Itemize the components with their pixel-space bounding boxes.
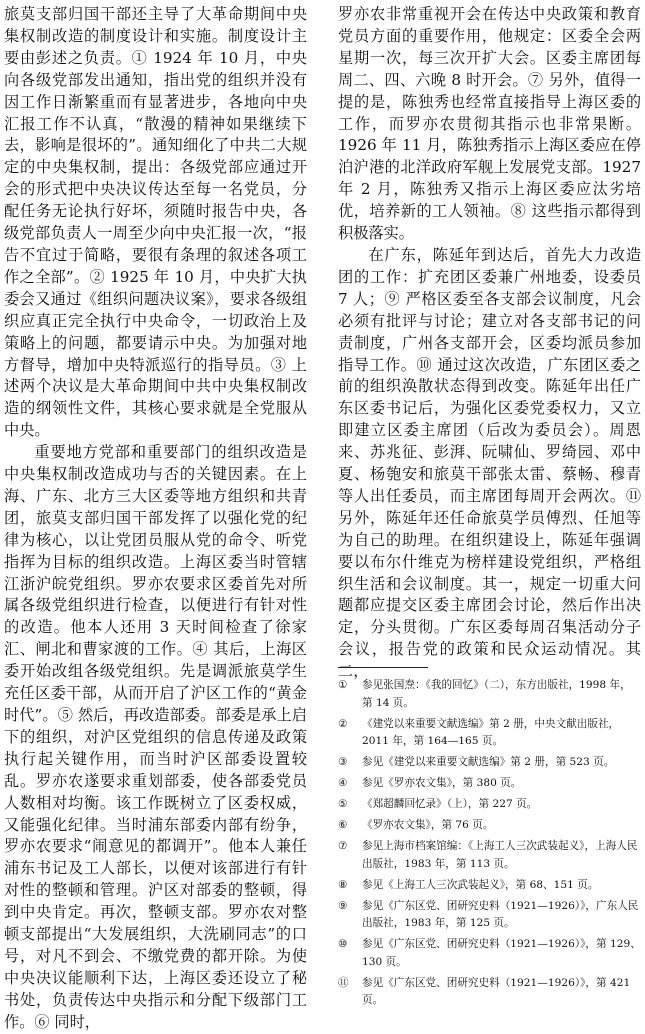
footnote-marker: ② — [338, 717, 348, 730]
footnote-text: 参见《广东区党、团研究史料（1921—1926）》，第 421 页。 — [362, 976, 631, 1006]
footnote-text: 参见《上海工人三次武装起义》，第 68、151 页。 — [362, 878, 599, 891]
footnote-text: 参见《罗亦农文集》，第 380 页。 — [362, 777, 522, 789]
footnote-marker: ⑦ — [338, 840, 348, 852]
footnote-5 — [338, 796, 641, 814]
footnote-text: 参见上海市档案馆编：《上海工人三次武装起义》，上海人民出版社，1983 年，第 113 页。 — [362, 840, 638, 870]
footnote-marker: ④ — [338, 777, 348, 789]
right-column — [338, 4, 641, 683]
footnote-6 — [338, 817, 641, 835]
footnote-marker: ① — [338, 679, 348, 691]
footnote-text: 《郑超麟回忆录》（上），第 227 页。 — [362, 798, 538, 810]
left-paragraph-2: 重要地方党部和重要部门的组织改造是中央集权制改造成功与否的关键因素。在上海、广东、北方三大区委等地方组织和共青团，旅莫支部归国干部发挥了以强化党的纪律为核心，以让党团员服从党的命令、听党指挥为目标的组织改造。上海区委当时管辖江浙沪皖党组织。罗亦农要求区委首先对所属各级党组织进行检查，以便进行有针对性的改造。他本人还用 3 天时间检查了徐家汇、闸北和曹家渡的工作。④ 其后，上海区委开始改组各级党组织。先是调派旅莫学生充任区委干部，从而开启了沪区工作的“黄金时代”。⑤ 然后，再改造部委。部委是承上启下的组织，对沪区党组织的信息传递及政策执行起关键作用，而当时沪区部委设置较乱。罗亦农遂要求重划部委，使各部委党员人数相对均衡。该工作既树立了区委权威，又能强化纪律。当时浦东部委内部有纷争，罗亦农要求“闹意见的都调开”。他本人兼任浦东书记及工人部长，以便对该部进行有针对性的整顿和管理。沪区对部委的整顿，得到中央肯定。再次，整顿支部。罗亦农对整顿支部提出“大发展组织，大洗刷同志”的口号，对凡不到会、不缴党费的都开除。为使中央决议能顺利下达，上海区委还设立了秘书处，负责传达中央指示和分配下级部门工作。⑥ 同时， — [4, 443, 307, 1031]
footnote-2 — [338, 716, 641, 751]
footnote-divider — [338, 667, 428, 668]
footnote-marker: ⑨ — [338, 899, 348, 912]
right-paragraph-2: 在广东，陈延年到达后，首先大力改造团的工作：扩充团区委兼广州地委，设委员 7 人；⑨ 严格区委至各支部会议制度，凡会必须有批评与讨论；建立对各支部书记的问责制度，广州各支部开会，区委均派员参加指导工作。⑩ 通过这次改造，广东团区委之前的组织涣散状态得到改变。陈延年出任广东区委书记后，为强化区委党委权力，又立即建立区委主席团（后改为委员会）。周恩来、苏兆征、彭湃、阮啸仙、罗绮园、邓中夏、杨匏安和旅莫干部张太雷、蔡畅、穆青等人出任委员，而主席团每周开会两次。⑪ 另外，陈延年还任命旅莫学员傅烈、任旭等为自己的助理。在组织建设上，陈延年强调要以布尔什维克为榜样建设党组织，严格组织生活和会议制度。其一，规定一切重大问题都应提交区委主席团会讨论，然后作出决定，分头贯彻。广东区委每周召集活动分子会议，报告党的政策和民众运动情况。其二， — [338, 245, 641, 681]
footnote-9 — [338, 898, 641, 933]
footnote-8 — [338, 877, 641, 895]
footnote-marker: ⑪ — [338, 976, 349, 989]
footnote-1 — [338, 677, 641, 712]
footnote-text: 参见《建党以来重要文献选编》第 2 册，第 523 页。 — [362, 756, 615, 768]
footnote-marker: ⑥ — [338, 819, 348, 831]
footnote-4 — [338, 775, 641, 793]
left-paragraph-1: 旅莫支部归国干部还主导了大革命期间中央集权制改造的制度设计和实施。制度设计主要由彭述之负责。① 1924 年 10 月，中央向各级党部发出通知，指出党的组织并没有因工作日渐繁重而有显著进步，各地向中央汇报工作不认真，“散漫的精神如果继续下去，影响是很坏的”。通知细化了中共二大规定的中央集权制，提出：各级党部应通过开会的形式把中央决议传达至每一名党员，分配任务无论执行好坏，须随时报告中央，各级党部负责人一周至少向中央汇报一次，“报告不宜过于简略，要很有条理的叙述各项工作之全部”。② 1925 年 10 月，中央扩大执委会又通过《组织问题决议案》，要求各级组织应真正完全执行中央命令，一切政治上及策略上的问题，都要请示中央。为加强对地方督导，增加中央特派巡行的指导员。③ 上述两个决议是大革命期间中共中央集权制改造的纲领性文件，其核心要求就是全党服从中央。 — [4, 5, 307, 440]
footnote-text: 参见《广东区党、团研究史料（1921—1926）》，广东人民出版社，1983 年，第 125 页。 — [362, 899, 639, 929]
footnote-list — [338, 677, 641, 1013]
footnote-text: 《罗亦农文集》，第 76 页。 — [362, 819, 494, 831]
footnote-3 — [338, 754, 641, 772]
footnote-marker: ⑧ — [338, 878, 348, 891]
footnote-10 — [338, 936, 641, 971]
left-column — [4, 4, 307, 1034]
footnote-text: 参见《广东区党、团研究史料（1921—1926）》，第 129、130 页。 — [362, 938, 641, 968]
right-paragraph-1: 罗亦农非常重视开会在传达中央政策和教育党员方面的重要作用，他规定：区委全会两星期一次，每三次开扩大会。区委主席团每周二、四、六晚 8 时开会。⑦ 另外，值得一提的是，陈独秀也经常直接指导上海区委的工作，而罗亦农贯彻其指示也非常果断。1926 年 11 月，陈独秀指示上海区委应在停泊沪港的北洋政府军舰上发展党支部。1927 年 2 月，陈独秀又指示上海区委应汰劣培优，培养新的工人领袖。⑧ 这些指示都得到积极落实。 — [338, 5, 641, 243]
footnote-marker: ③ — [338, 756, 348, 768]
footnote-marker: ⑤ — [338, 798, 348, 810]
footnote-text: 参见张国焘：《我的回忆》（二），东方出版社，1998 年，第 14 页。 — [362, 679, 631, 709]
footnote-text: 《建党以来重要文献选编》第 2 册，中央文献出版社，2011 年，第 164—165 页。 — [362, 717, 620, 747]
footnote-11 — [338, 975, 641, 1010]
footnote-7 — [338, 838, 641, 873]
footnote-marker: ⑩ — [338, 938, 348, 950]
